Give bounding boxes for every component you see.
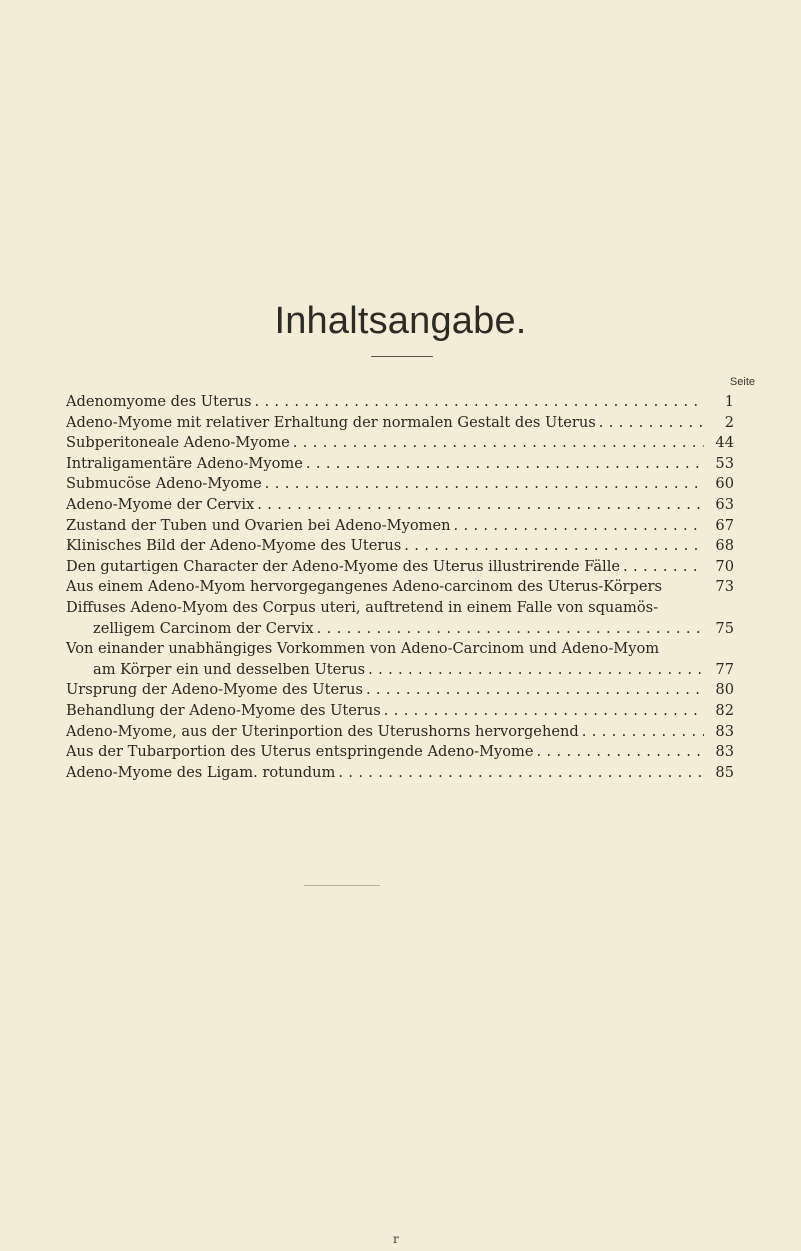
- toc-entry-title-line1: Von einander unabhängiges Vorkommen von Adeno-Carcinom und Adeno-Myom: [66, 640, 660, 658]
- toc-entry: [66, 701, 734, 722]
- toc-entry-title: Klinisches Bild der Adeno-Myome des Uterus: [66, 537, 404, 554]
- toc-entry-page: 63: [715, 495, 734, 513]
- toc-entry: [66, 742, 734, 763]
- toc-entry-title: Den gutartigen Character der Adeno-Myome des Uterus illustrirende Fälle: [66, 558, 623, 575]
- toc-entry-page: 85: [715, 763, 734, 781]
- toc-entry: [66, 454, 734, 475]
- toc-entry-page: 53: [715, 454, 734, 472]
- toc-entry-title: Adeno-Myome mit relativer Erhaltung der normalen Gestalt des Uterus: [66, 414, 599, 431]
- toc-entry-title: Behandlung der Adeno-Myome des Uterus: [66, 702, 384, 719]
- toc-entry-title: Adeno-Myome der Cervix: [66, 496, 257, 513]
- toc-entry: [66, 516, 734, 537]
- toc-entry: [66, 680, 734, 701]
- toc-entry-title: Submucöse Adeno-Myome: [66, 475, 265, 492]
- toc-entry-page: 77: [715, 660, 734, 678]
- toc-entry-page: 83: [715, 722, 734, 740]
- toc-entry-page: 75: [715, 619, 734, 637]
- toc-entry-page: 60: [715, 475, 734, 493]
- toc-entry-title-line1: Diffuses Adeno-Myom des Corpus uteri, auftretend in einem Falle von squamös-: [66, 598, 659, 616]
- toc-entry-title: Adeno-Myome des Ligam. rotundum: [66, 764, 338, 781]
- toc-entry-title: zelligem Carcinom der Cervix: [93, 620, 317, 637]
- toc-entry-page: 2: [724, 413, 734, 431]
- toc-entry-page: 83: [715, 743, 734, 761]
- toc-entry-page: 73: [715, 578, 734, 596]
- toc-entry-title: am Körper ein und desselben Uterus: [93, 661, 368, 678]
- toc-entry-title: Adeno-Myome, aus der Uterinportion des Uterushorns hervorgehend: [66, 723, 582, 740]
- toc-entry-title: Intraligamentäre Adeno-Myome: [66, 455, 306, 472]
- toc-entry: [66, 619, 734, 640]
- toc-entry: [66, 557, 734, 578]
- toc-entry-page: 82: [715, 701, 734, 719]
- toc-entry-title: Aus der Tubarportion des Uterus entspringende Adeno-Myome: [66, 743, 537, 760]
- toc-entry: [66, 474, 734, 495]
- toc-entry-page: 1: [724, 393, 734, 410]
- toc-entry-title: Ursprung der Adeno-Myome des Uterus: [66, 681, 366, 698]
- page-column-header: Seite: [729, 376, 755, 388]
- toc-entry-title: Zustand der Tuben und Ovarien bei Adeno-Myomen: [66, 517, 454, 534]
- toc-entry-title: Adenomyome des Uterus: [66, 393, 254, 410]
- table-of-contents: [66, 392, 734, 783]
- toc-entry: [66, 413, 734, 434]
- toc-entry-page: 68: [715, 537, 734, 555]
- toc-entry: [66, 763, 734, 784]
- toc-entry: [66, 577, 734, 598]
- toc-entry: [66, 433, 734, 454]
- toc-entry-page: 80: [715, 681, 734, 699]
- toc-entry-page: 44: [715, 434, 734, 452]
- page-title: Inhaltsangabe.: [274, 300, 527, 342]
- footer-mark: r: [393, 1232, 399, 1246]
- toc-entry: [66, 660, 734, 681]
- toc-entry: [66, 392, 734, 413]
- toc-entry-title: Aus einem Adeno-Myom hervorgegangenes Adeno-carcinom des Uterus-Körpers: [66, 578, 665, 595]
- title-divider: [371, 356, 433, 357]
- toc-entry-page: 67: [715, 516, 734, 534]
- toc-entry-page: 70: [715, 557, 734, 575]
- toc-entry: [66, 495, 734, 516]
- bottom-divider: [304, 885, 380, 886]
- toc-entry: [66, 536, 734, 557]
- toc-entry-title: Subperitoneale Adeno-Myome: [66, 434, 293, 451]
- toc-entry: [66, 722, 734, 743]
